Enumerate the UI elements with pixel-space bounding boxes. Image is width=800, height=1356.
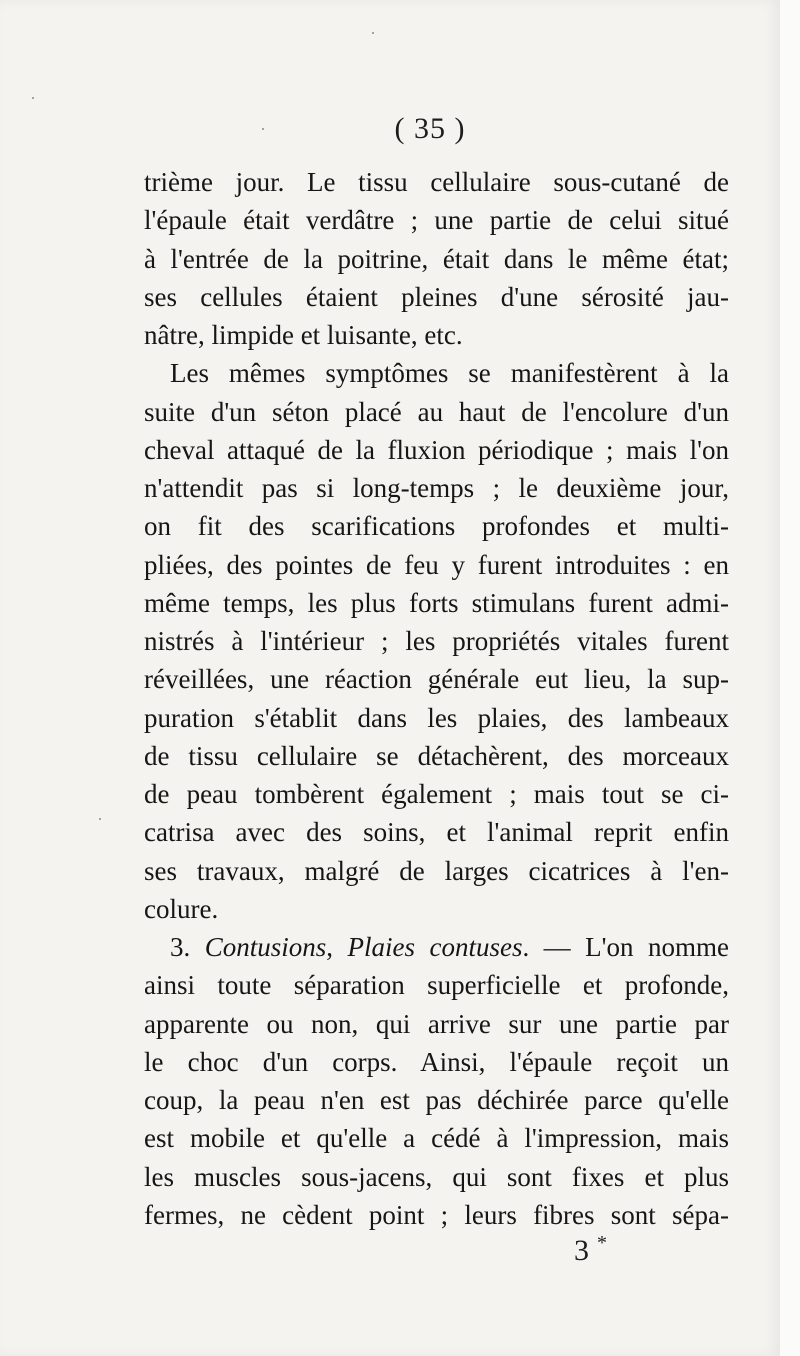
line-text: réveillées, une réaction générale eut lieu, la sup- bbox=[144, 664, 729, 695]
text-line bbox=[144, 775, 729, 813]
line-text: le choc d'un corps. Ainsi, l'épaule reçoit un bbox=[144, 1046, 729, 1077]
signature-number: 3 bbox=[574, 1234, 589, 1267]
paper-speck bbox=[372, 32, 374, 34]
text-line bbox=[144, 354, 729, 392]
signature-mark bbox=[574, 1232, 607, 1268]
text-line bbox=[144, 278, 729, 316]
line-text: . — L'on nomme bbox=[522, 932, 729, 962]
italic-heading-text: Contusions bbox=[204, 932, 327, 962]
text-line bbox=[144, 431, 729, 469]
text-line bbox=[144, 660, 729, 698]
paper-speck bbox=[99, 818, 101, 820]
text-line bbox=[144, 1005, 729, 1043]
line-text: , bbox=[326, 932, 348, 962]
line-text: l'épaule était verdâtre ; une partie de celui situé bbox=[144, 205, 729, 236]
line-text: nistrés à l'intérieur ; les propriétés vitales furent bbox=[144, 626, 729, 656]
text-line bbox=[144, 393, 729, 431]
line-text: de peau tombèrent également ; mais tout se ci- bbox=[144, 779, 729, 809]
line-text: trième jour. Le tissu cellulaire sous-cutané de bbox=[144, 167, 729, 197]
paper-speck bbox=[32, 97, 34, 99]
text-line bbox=[144, 1196, 729, 1234]
line-text: puration s'établit dans les plaies, des lambeaux bbox=[144, 702, 729, 733]
text-line bbox=[144, 1119, 729, 1157]
line-text: 3. bbox=[170, 932, 205, 962]
text-line bbox=[144, 699, 729, 737]
line-text: même temps, les plus forts stimulans furent admi- bbox=[144, 587, 729, 618]
text-line bbox=[144, 546, 729, 584]
line-text: à l'entrée de la poitrine, était dans le même état; bbox=[144, 243, 729, 274]
line-text: on fit des scarifications profondes et multi- bbox=[144, 511, 729, 542]
text-line bbox=[144, 1043, 729, 1081]
line-text: est mobile et qu'elle a cédé à l'impression, mais bbox=[144, 1123, 729, 1154]
text-line bbox=[144, 852, 729, 890]
text-line bbox=[144, 890, 729, 928]
line-text: ses cellules étaient pleines d'une sérosité jau- bbox=[144, 281, 729, 312]
line-text: les muscles sous-jacens, qui sont fixes et plus bbox=[144, 1161, 729, 1192]
text-line bbox=[144, 928, 729, 966]
text-line bbox=[144, 163, 729, 201]
line-text: colure. bbox=[144, 893, 219, 924]
line-text: de tissu cellulaire se détachèrent, des morceaux bbox=[144, 740, 729, 771]
line-text: ainsi toute séparation superficielle et profonde, bbox=[144, 970, 729, 1001]
body-text bbox=[144, 163, 729, 1234]
text-line bbox=[144, 469, 729, 507]
line-text: apparente ou non, qui arrive sur une partie par bbox=[144, 1008, 729, 1039]
text-line bbox=[144, 1081, 729, 1119]
paper-speck bbox=[262, 128, 264, 130]
text-line bbox=[144, 813, 729, 851]
line-text: n'attendit pas si long-temps ; le deuxième jour, bbox=[144, 473, 729, 503]
line-text: fermes, ne cèdent point ; leurs fibres sont sépa- bbox=[144, 1199, 729, 1230]
page-edge bbox=[780, 0, 800, 1356]
text-line bbox=[144, 584, 729, 622]
page-number: ( 35 ) bbox=[394, 112, 466, 145]
line-text: nâtre, limpide et luisante, etc. bbox=[144, 320, 463, 350]
line-text: ses travaux, malgré de larges cicatrices à l'en- bbox=[144, 855, 729, 886]
line-text: pliées, des pointes de feu y furent introduites : en bbox=[144, 549, 729, 580]
signature-asterisk: * bbox=[597, 1232, 607, 1254]
text-line bbox=[144, 316, 729, 354]
text-line bbox=[144, 622, 729, 660]
line-text: coup, la peau n'en est pas déchirée parce qu'elle bbox=[144, 1085, 729, 1115]
line-text: Les mêmes symptômes se manifestèrent à la bbox=[170, 358, 729, 389]
text-line bbox=[144, 201, 729, 239]
italic-heading-text: Plaies contuses bbox=[347, 932, 523, 962]
text-line bbox=[144, 507, 729, 545]
line-text: cheval attaqué de la fluxion périodique ; mais l'on bbox=[144, 434, 729, 465]
text-line bbox=[144, 966, 729, 1004]
text-line bbox=[144, 737, 729, 775]
text-line bbox=[144, 1158, 729, 1196]
text-line bbox=[144, 240, 729, 278]
line-text: suite d'un séton placé au haut de l'encolure d'un bbox=[144, 396, 729, 427]
line-text: catrisa avec des soins, et l'animal reprit enfin bbox=[144, 817, 729, 848]
